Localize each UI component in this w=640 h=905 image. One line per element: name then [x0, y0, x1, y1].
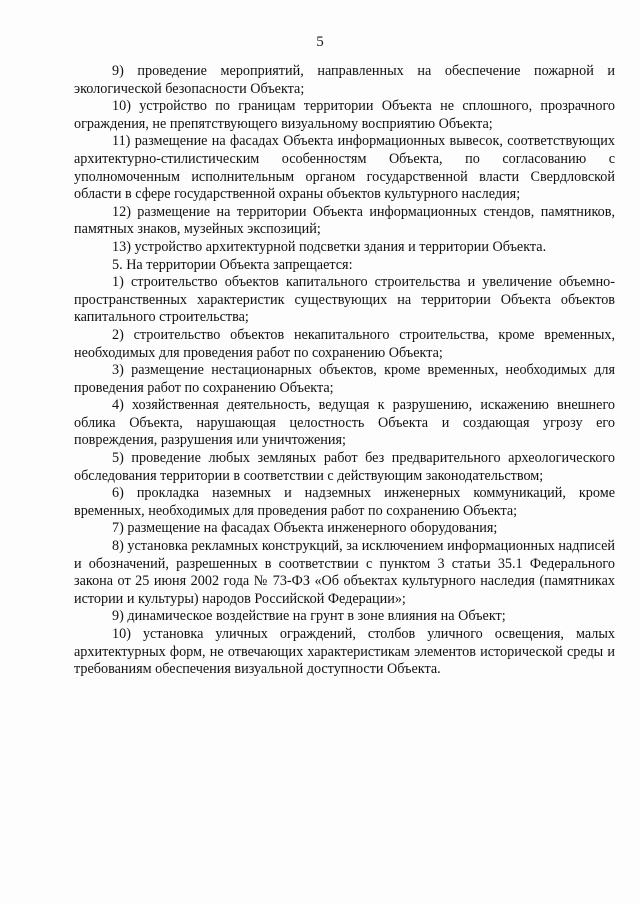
prohibition-item-10: 10) установка уличных ограждений, столбов уличного освещения, малых архитектурных форм, не отвечающих характеристикам элементов исторической среды и требованиям обеспечения визуальной доступности Объекта.	[74, 626, 615, 678]
paragraph-item-13-lighting: 13) устройство архитектурной подсветки здания и территории Объекта.	[112, 238, 547, 255]
prohibition-item-1: 1) строительство объектов капитального строительства и увеличение объемно-пространственных характеристик существующих на территории Объекта объектов капитального строительства;	[74, 274, 615, 326]
prohibition-item-6: 6) прокладка наземных и надземных инженерных коммуникаций, кроме временных, необходимых для проведения работ по сохранению Объекта;	[74, 485, 615, 519]
prohibition-item-8: 8) установка рекламных конструкций, за исключением информационных надписей и обозначений, разрешенных в соответствии с пунктом 3 статьи 35.1 Федерального закона от 25 июня 2002 года № 73-ФЗ «Об объектах культурного наследия (памятниках истории и культуры) народов Российской Федерации»;	[74, 538, 615, 607]
paragraph-item-9-fire-safety: 9) проведение мероприятий, направленных на обеспечение пожарной и экологической безопасности Объекта;	[74, 63, 615, 97]
prohibition-item-4: 4) хозяйственная деятельность, ведущая к разрушению, искажению внешнего облика Объекта, нарушающая целостность Объекта и создающая угрозу его повреждения, разрушения или уничтожения;	[74, 397, 615, 449]
section-5-heading: 5. На территории Объекта запрещается:	[112, 256, 353, 273]
prohibition-item-3: 3) размещение нестационарных объектов, кроме временных, необходимых для проведения работ по сохранению Объекта;	[74, 362, 615, 396]
prohibition-item-2: 2) строительство объектов некапитального строительства, кроме временных, необходимых для проведения работ по сохранению Объекта;	[74, 326, 615, 361]
prohibition-item-7: 7) размещение на фасадах Объекта инженерного оборудования;	[112, 520, 498, 537]
prohibition-item-9: 9) динамическое воздействие на грунт в зоне влияния на Объект;	[112, 608, 506, 625]
page-number: 5	[316, 34, 324, 50]
paragraph-item-11-signage: 11) размещение на фасадах Объекта информационных вывесок, соответствующих архитектурно-стилистическим особенностям Объекта, по согласованию с уполномоченным исполнительным органом государственной власти Свердловской области в сфере государственной охраны объектов культурного наследия;	[74, 133, 615, 203]
paragraph-item-10-fence: 10) устройство по границам территории Объекта не сплошного, прозрачного ограждения, не препятствующего визуальному восприятию Объекта;	[74, 98, 615, 132]
document-body	[74, 63, 615, 679]
paragraph-item-12-stands: 12) размещение на территории Объекта информационных стендов, памятников, памятных знаков, музейных экспозиций;	[74, 203, 615, 238]
prohibition-item-5: 5) проведение любых земляных работ без предварительного археологического обследования территории в соответствии с действующим законодательством;	[74, 450, 615, 484]
